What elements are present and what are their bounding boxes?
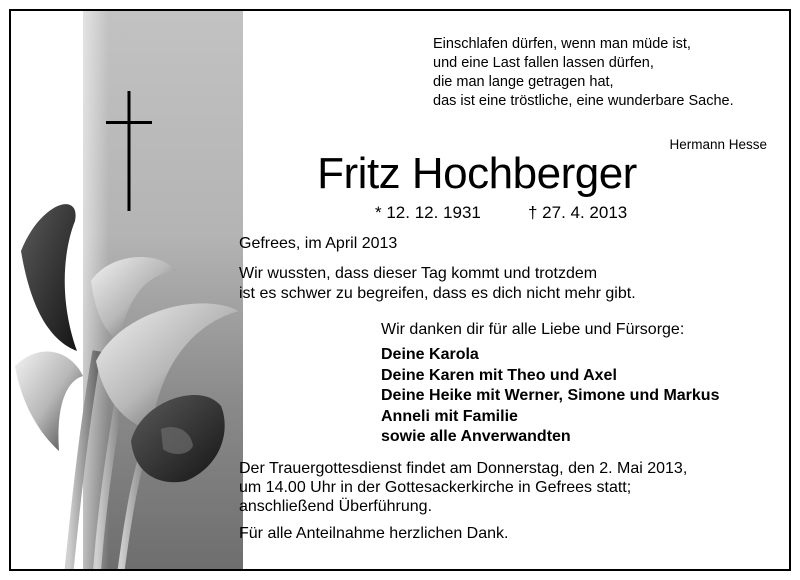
service-line: Der Trauergottesdienst findet am Donnerstag, den 2. Mai 2013, [239, 460, 688, 477]
quote-line: Einschlafen dürfen, wenn man müde ist, [433, 36, 691, 52]
closing-thanks: Für alle Anteilnahme herzlichen Dank. [239, 525, 509, 542]
place-and-date: Gefrees, im April 2013 [239, 235, 398, 252]
poem-quote [433, 35, 777, 152]
message-paragraph [239, 264, 636, 304]
family-list [381, 345, 719, 448]
birth-date: * 12. 12. 1931 [375, 203, 481, 222]
obituary-notice [9, 9, 791, 571]
quote-line: und eine Last fallen lassen dürfen, [433, 55, 654, 71]
quote-line: das ist eine tröstliche, eine wunderbare Sache. [433, 93, 734, 109]
family-member: Deine Heike mit Werner, Simone und Markus [381, 387, 720, 404]
death-date: † 27. 4. 2013 [528, 203, 628, 222]
message-line: Wir wussten, dass dieser Tag kommt und trotzdem [239, 265, 598, 282]
family-member: Anneli mit Familie [381, 407, 518, 425]
message-line: ist es schwer zu begreifen, dass es dich nicht mehr gibt. [239, 285, 636, 302]
quote-author: Hermann Hesse [669, 137, 767, 152]
service-line: anschließend Überführung. [239, 498, 433, 515]
deceased-name: Fritz Hochberger [317, 149, 637, 198]
family-member: Deine Karen mit Theo und Axel [381, 366, 617, 384]
calla-lily-icon [11, 191, 251, 571]
quote-line: die man lange getragen hat, [433, 74, 614, 90]
family-member: Deine Karola [381, 346, 479, 363]
service-line: um 14.00 Uhr in der Gottesackerkirche in Gefrees statt; [239, 479, 632, 496]
service-info [239, 459, 687, 516]
thanks-intro: Wir danken dir für alle Liebe und Fürsorge: [381, 321, 685, 338]
family-member: sowie alle Anverwandten [381, 428, 571, 445]
